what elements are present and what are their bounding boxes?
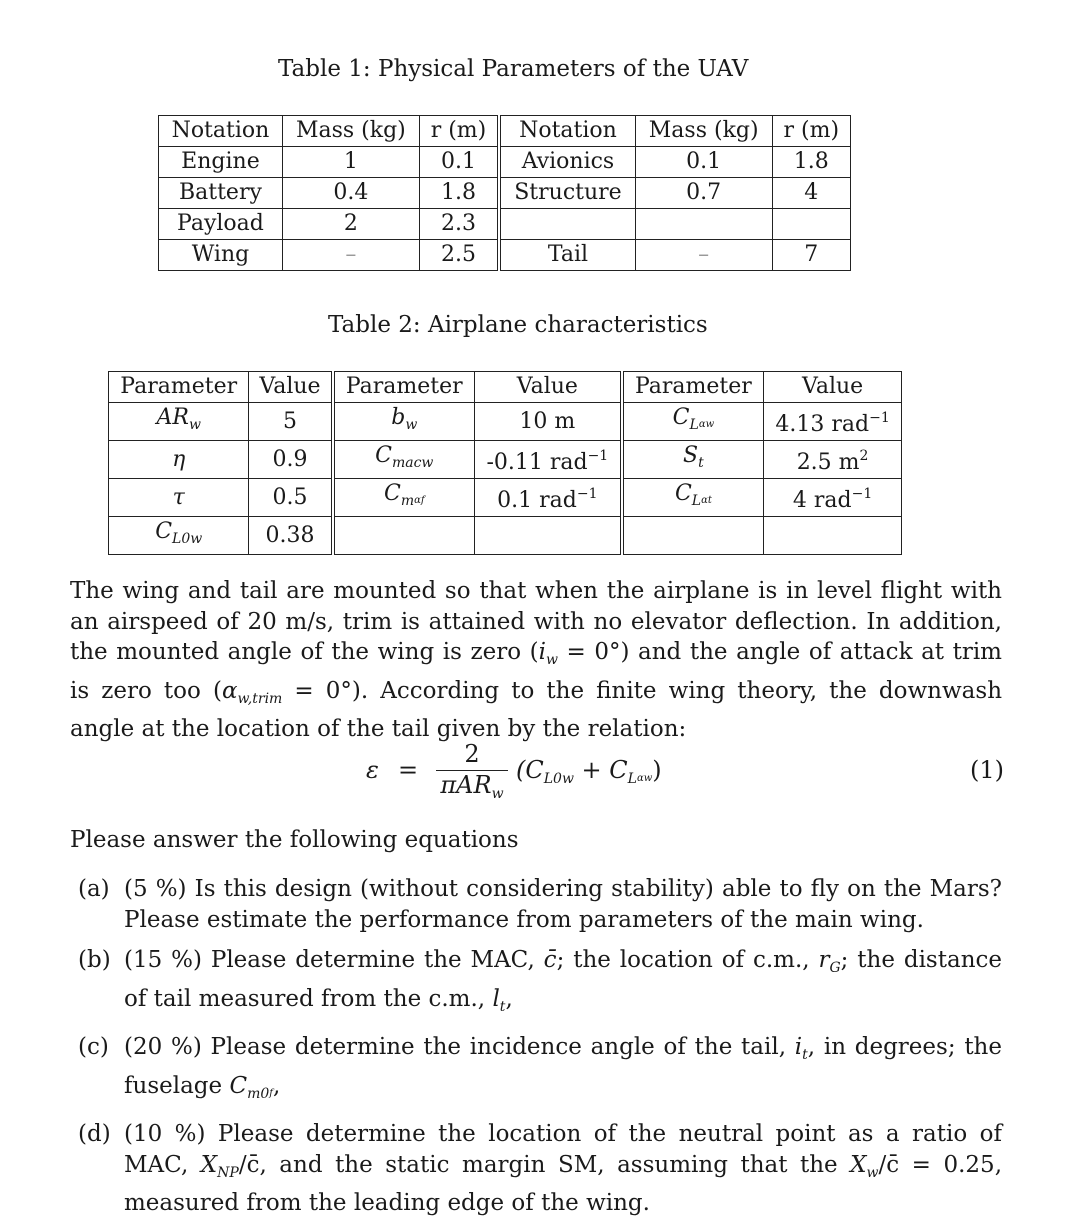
table-row bbox=[159, 147, 851, 178]
eq-fraction: 2 πAR$_w$ bbox=[436, 740, 508, 802]
table-cell: Battery bbox=[159, 178, 283, 209]
table-cell: 0.9 bbox=[249, 441, 333, 479]
table-cell: – bbox=[635, 240, 772, 271]
table1 bbox=[158, 115, 851, 271]
table-cell: 1.8 bbox=[419, 178, 499, 209]
table-cell: 7 bbox=[772, 240, 850, 271]
table1-header: Notation bbox=[159, 116, 283, 147]
instructions: Please answer the following equations bbox=[70, 827, 519, 853]
table-cell: 0.1 rad$^{-1}$ bbox=[475, 479, 622, 517]
eq-number: (1) bbox=[970, 756, 1004, 784]
downwash-equation bbox=[0, 738, 1080, 808]
param-cm-ac-w: $C_{macw}$ bbox=[333, 441, 475, 479]
param-cl0-w: $C_{L0w}$ bbox=[109, 517, 249, 555]
table2-header: Parameter bbox=[333, 372, 475, 403]
table1-header-row bbox=[159, 116, 851, 147]
table-cell: – bbox=[282, 240, 419, 271]
table-cell: 1.8 bbox=[772, 147, 850, 178]
question-c: (c) (20 %) Please determine the incidence angle of the tail, $i_t$, in degrees; the fuselage $C_{m0}f$, bbox=[78, 1034, 1002, 1102]
param-eta: η bbox=[109, 441, 249, 479]
table2-header: Value bbox=[764, 372, 902, 403]
param-s-t: $S_t$ bbox=[622, 441, 764, 479]
table-cell: 10 m bbox=[475, 403, 622, 441]
table1-header: Mass (kg) bbox=[635, 116, 772, 147]
table-cell: 0.7 bbox=[635, 178, 772, 209]
table-cell: 4.13 rad$^{-1}$ bbox=[764, 403, 902, 441]
question-b: (b) (15 %) Please determine the MAC, c̄; the location of c.m., $r_G$; the distance of tail measured from the c.m., $l_t$, bbox=[78, 947, 1002, 1015]
param-cm-alpha-f: $C_m\alpha f$ bbox=[333, 479, 475, 517]
eq-rhs: $(C_{L0w} + C_L\alpha w)$ bbox=[516, 756, 662, 787]
problem-description: The wing and tail are mounted so that when the airplane is in level flight with an airspeed of 20 m/s, trim is attained with no elevator deflection. In addition, the mounted angle of the wing is zero $(i_w = 0^\circ)$ and the angle of attack at trim is zero too $(\alpha_{w,trim} = 0^\circ)$. According to the finite wing theory, the downwash angle at the location of the tail given by the relation: bbox=[70, 578, 1003, 742]
table-cell bbox=[499, 209, 635, 240]
table-cell: Avionics bbox=[499, 147, 635, 178]
table2-caption: Table 2: Airplane characteristics bbox=[328, 312, 708, 338]
param-ar-w: $AR_w$ bbox=[109, 403, 249, 441]
param-tau: τ bbox=[109, 479, 249, 517]
eq-lhs: ε bbox=[366, 756, 379, 784]
table2-header: Parameter bbox=[622, 372, 764, 403]
table-cell: 0.38 bbox=[249, 517, 333, 555]
table-cell: 2 bbox=[282, 209, 419, 240]
table1-header: Mass (kg) bbox=[282, 116, 419, 147]
table-cell: Payload bbox=[159, 209, 283, 240]
param-cl-alpha-t: $C_L\alpha t$ bbox=[622, 479, 764, 517]
table-cell: 0.1 bbox=[419, 147, 499, 178]
table-cell: 4 bbox=[772, 178, 850, 209]
table-cell: 0.1 bbox=[635, 147, 772, 178]
param-cl-alpha-w: $C_L\alpha w$ bbox=[622, 403, 764, 441]
table-cell bbox=[772, 209, 850, 240]
table1-header: Notation bbox=[499, 116, 635, 147]
table-cell: 1 bbox=[282, 147, 419, 178]
table-cell: 5 bbox=[249, 403, 333, 441]
table1-header: r (m) bbox=[419, 116, 499, 147]
table2 bbox=[108, 371, 902, 555]
table-cell: Wing bbox=[159, 240, 283, 271]
table-cell: 2.5 $m^2$ bbox=[764, 441, 902, 479]
table-cell: 0.5 bbox=[249, 479, 333, 517]
table2-header: Parameter bbox=[109, 372, 249, 403]
param-b-w: $b_w$ bbox=[333, 403, 475, 441]
table-cell bbox=[333, 517, 475, 555]
question-d: (d) (10 %) Please determine the location of the neutral point as a ratio of MAC, $X_{NP}/c̄$, and the static margin SM, assuming that the $X_w/c̄ = 0.25$, measured from the leading edge of the wing. bbox=[78, 1121, 1003, 1216]
table-cell bbox=[635, 209, 772, 240]
table-cell: -0.11 rad$^{-1}$ bbox=[475, 441, 622, 479]
table-row bbox=[109, 403, 902, 441]
table-row bbox=[159, 209, 851, 240]
eq-equals: = bbox=[398, 756, 419, 784]
table-cell bbox=[475, 517, 622, 555]
table-row bbox=[109, 441, 902, 479]
table-cell: 2.3 bbox=[419, 209, 499, 240]
table-row bbox=[109, 517, 902, 555]
table-cell bbox=[622, 517, 764, 555]
table-row bbox=[159, 240, 851, 271]
table2-header-row bbox=[109, 372, 902, 403]
table-cell: Structure bbox=[499, 178, 635, 209]
question-a: (a) (5 %) Is this design (without considering stability) able to fly on the Mars? Please estimate the performance from parameters of the main wing. bbox=[78, 876, 1002, 933]
table1-header: r (m) bbox=[772, 116, 850, 147]
table-cell: 2.5 bbox=[419, 240, 499, 271]
table-row bbox=[159, 178, 851, 209]
table-row bbox=[109, 479, 902, 517]
table-cell: Engine bbox=[159, 147, 283, 178]
table-cell bbox=[764, 517, 902, 555]
table2-header: Value bbox=[475, 372, 622, 403]
table-cell: 0.4 bbox=[282, 178, 419, 209]
table1-caption: Table 1: Physical Parameters of the UAV bbox=[278, 56, 749, 82]
table-cell: Tail bbox=[499, 240, 635, 271]
question-list bbox=[78, 874, 1002, 1229]
table-cell: 4 rad$^{-1}$ bbox=[764, 479, 902, 517]
table2-header: Value bbox=[249, 372, 333, 403]
